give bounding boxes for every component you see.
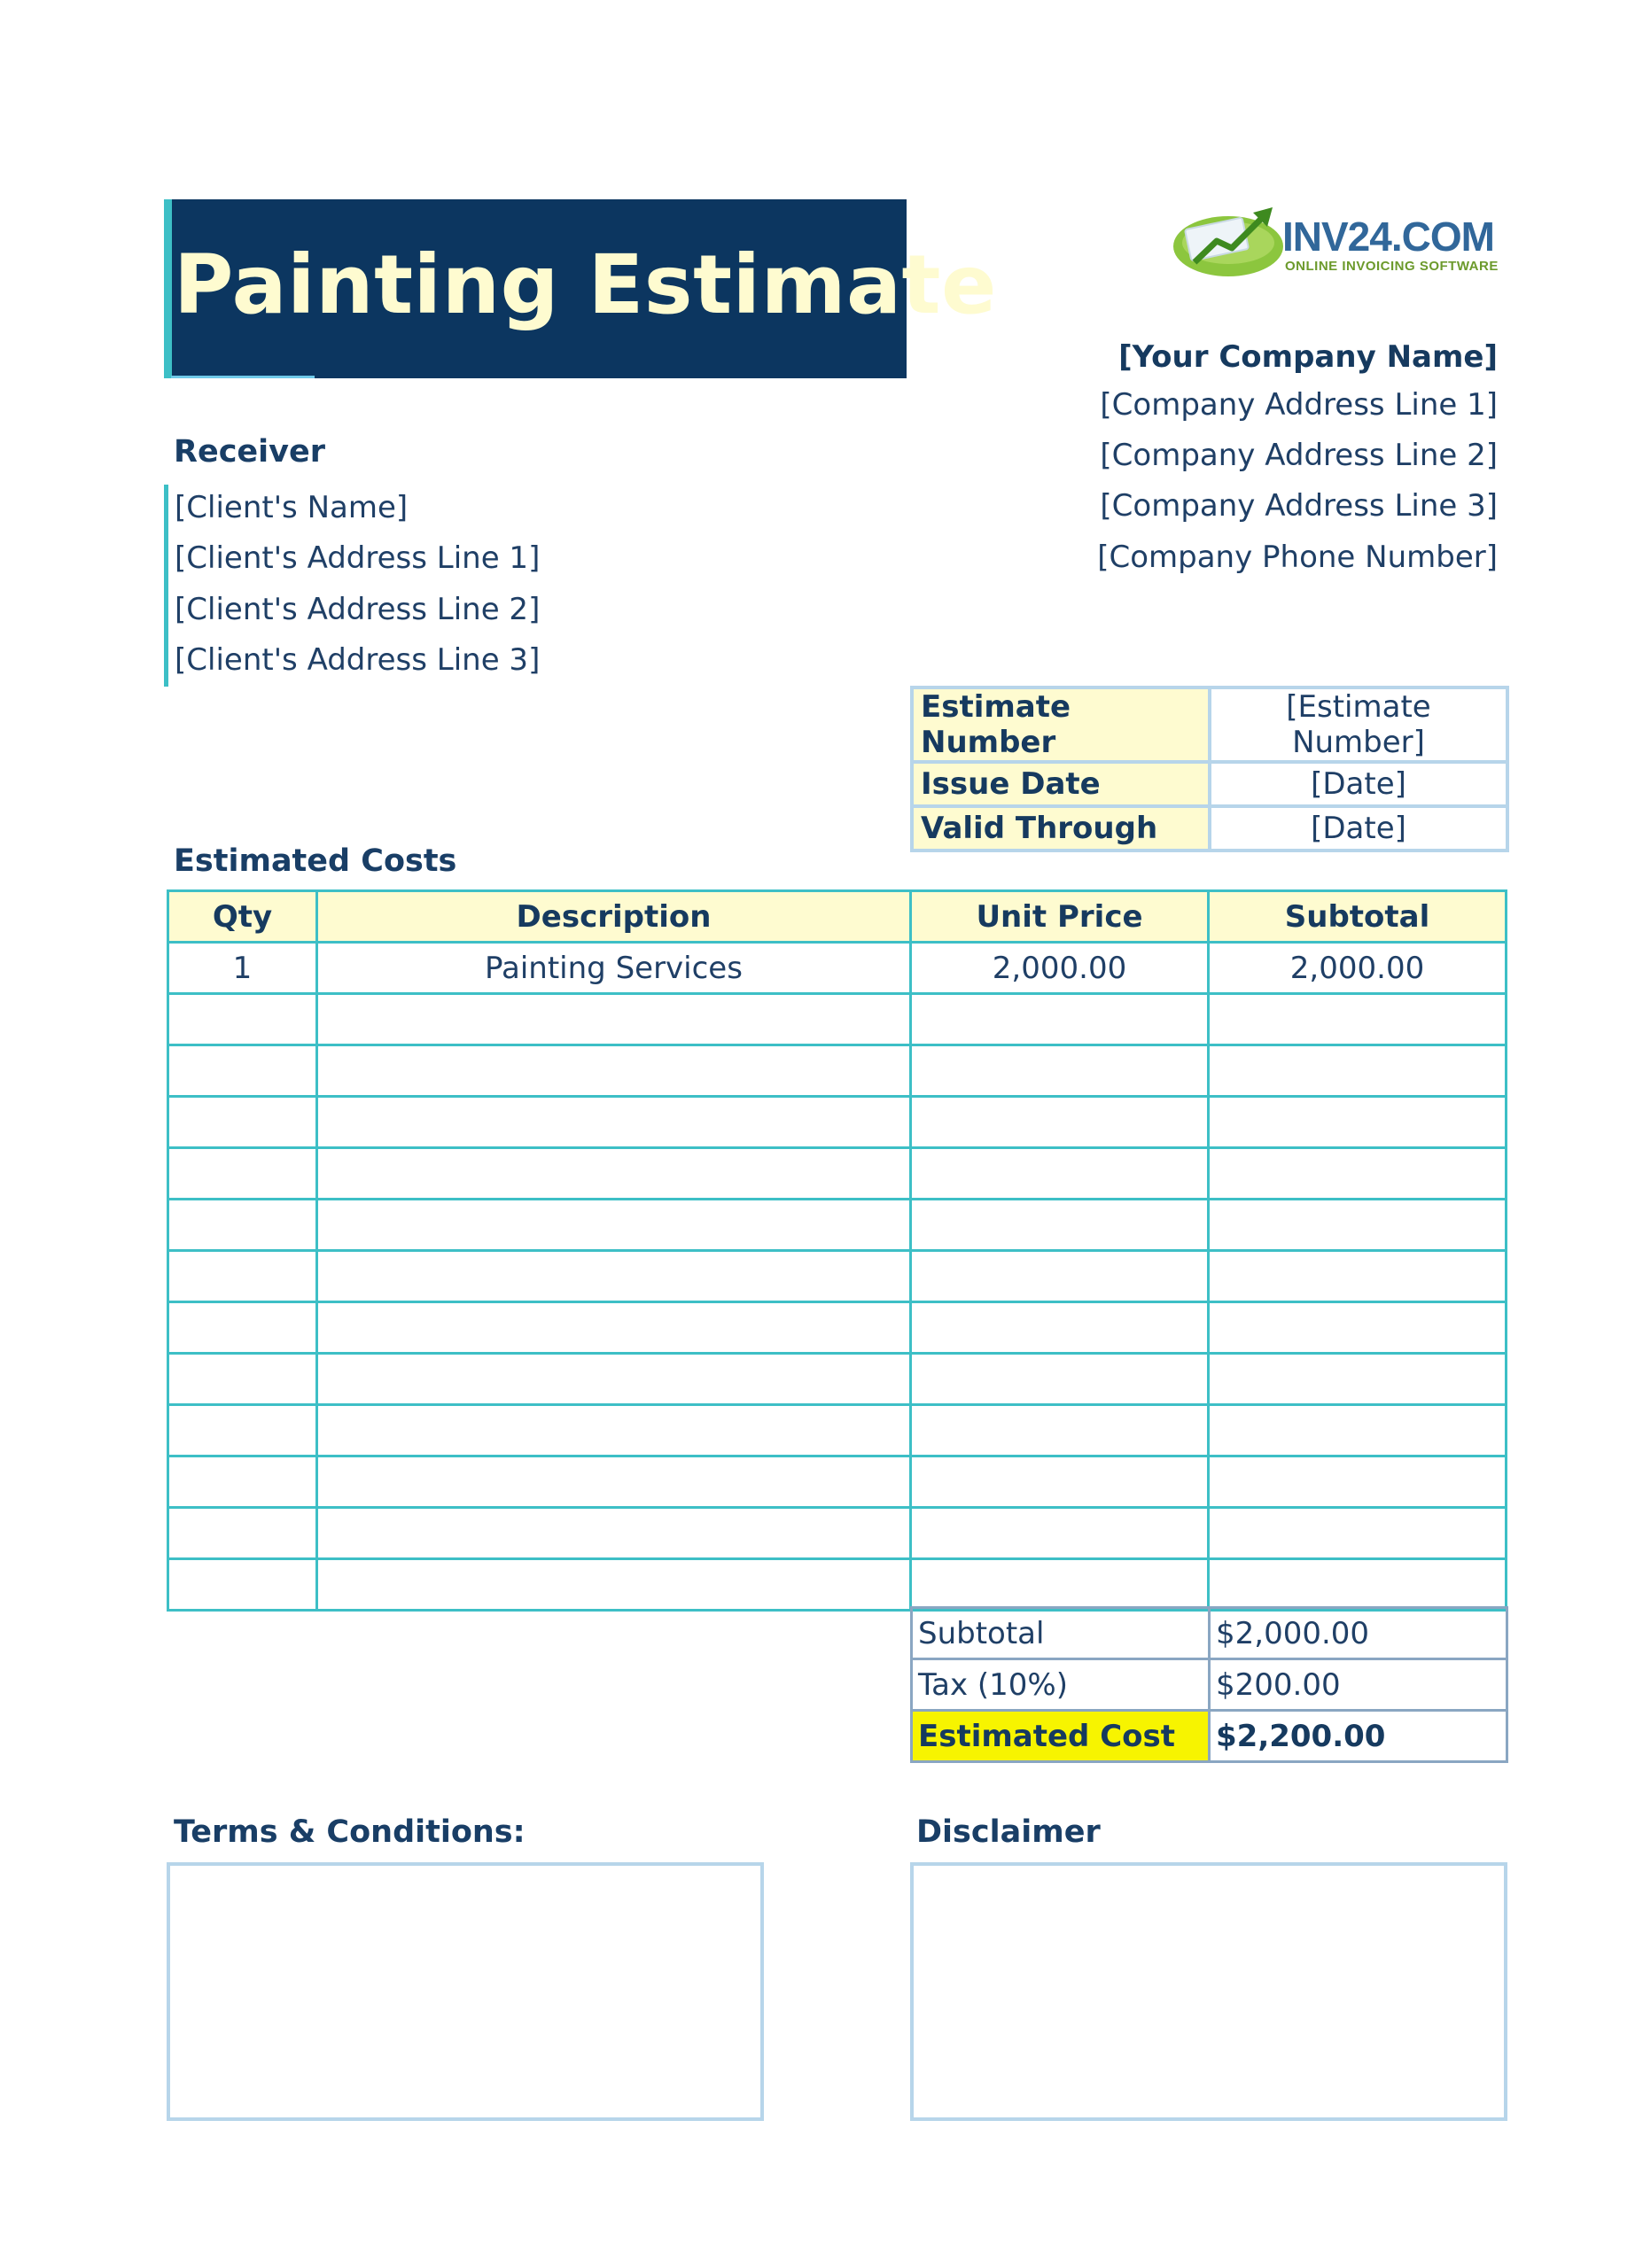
page-title: Painting Estimate [174,237,997,332]
column-header-description: Description [317,891,911,943]
estimate-number-row [912,687,1507,762]
column-header-unit-price: Unit Price [911,891,1209,943]
subtotal-cell[interactable] [1209,1097,1507,1148]
tax-row [912,1659,1507,1711]
valid-through-label: Valid Through [912,806,1210,850]
estimate-number-label: Estimate Number [912,687,1210,762]
qty-cell[interactable] [168,1097,317,1148]
description-cell[interactable] [317,1200,911,1251]
logo-brand: INV24.COM [1282,214,1494,260]
company-address-line-2: [Company Address Line 2] [1100,438,1498,473]
receiver-heading: Receiver [174,434,325,470]
subtotal-cell[interactable] [1209,1354,1507,1405]
table-row [168,1508,1507,1559]
description-cell[interactable] [317,1251,911,1302]
unit-price-cell[interactable] [911,1405,1209,1456]
description-cell[interactable] [317,1148,911,1200]
qty-cell[interactable] [168,1354,317,1405]
estimated-cost-row [912,1711,1507,1762]
subtotal-cell[interactable] [1209,1148,1507,1200]
company-name: [Your Company Name] [1118,339,1498,375]
company-address-line-1: [Company Address Line 1] [1100,387,1498,423]
table-row [168,1251,1507,1302]
subtotal-cell[interactable] [1209,1045,1507,1097]
subtotal-cell[interactable]: 2,000.00 [1209,943,1507,994]
subtotal-cell[interactable] [1209,1251,1507,1302]
terms-textbox[interactable] [167,1862,764,2121]
table-row [168,1148,1507,1200]
unit-price-cell[interactable]: 2,000.00 [911,943,1209,994]
subtotal-cell[interactable] [1209,1405,1507,1456]
disclaimer-heading: Disclaimer [916,1814,1101,1850]
estimated-costs-heading: Estimated Costs [174,843,457,879]
company-address-line-3: [Company Address Line 3] [1100,488,1498,524]
column-header-subtotal: Subtotal [1209,891,1507,943]
qty-cell[interactable] [168,1456,317,1508]
description-cell[interactable] [317,1097,911,1148]
description-cell[interactable] [317,1302,911,1354]
terms-heading: Terms & Conditions: [174,1814,526,1850]
qty-cell[interactable] [168,1508,317,1559]
unit-price-cell[interactable] [911,1508,1209,1559]
unit-price-cell[interactable] [911,1148,1209,1200]
table-row [168,994,1507,1045]
table-row [168,1354,1507,1405]
subtotal-cell[interactable] [1209,1508,1507,1559]
unit-price-cell[interactable] [911,1302,1209,1354]
description-cell[interactable] [317,1456,911,1508]
logo-tagline: ONLINE INVOICING SOFTWARE [1285,259,1499,274]
table-row [168,1405,1507,1456]
receiver-accent-bar [164,485,168,687]
estimate-number-value[interactable]: [Estimate Number] [1210,687,1507,762]
unit-price-cell[interactable] [911,1251,1209,1302]
qty-cell[interactable] [168,1559,317,1611]
tax-value: $200.00 [1210,1659,1507,1711]
client-name: [Client's Name] [175,490,409,525]
subtotal-cell[interactable] [1209,1559,1507,1611]
subtotal-cell[interactable] [1209,994,1507,1045]
unit-price-cell[interactable] [911,1045,1209,1097]
subtotal-label: Subtotal [912,1608,1210,1659]
description-cell[interactable] [317,1559,911,1611]
title-underline [171,376,315,378]
table-row [168,943,1507,994]
disclaimer-textbox[interactable] [910,1862,1507,2121]
estimate-info-table [910,686,1509,852]
estimated-cost-label: Estimated Cost [912,1711,1210,1762]
issue-date-label: Issue Date [912,762,1210,806]
issue-date-value[interactable]: [Date] [1210,762,1507,806]
unit-price-cell[interactable] [911,1200,1209,1251]
unit-price-cell[interactable] [911,1456,1209,1508]
unit-price-cell[interactable] [911,1354,1209,1405]
qty-cell[interactable] [168,1405,317,1456]
description-cell[interactable] [317,994,911,1045]
qty-cell[interactable] [168,1251,317,1302]
estimated-cost-value: $2,200.00 [1210,1711,1507,1762]
client-address-line-3: [Client's Address Line 3] [175,642,541,678]
qty-cell[interactable] [168,1148,317,1200]
client-address-line-1: [Client's Address Line 1] [175,540,541,576]
items-table [167,889,1507,1612]
items-header-row [168,891,1507,943]
unit-price-cell[interactable] [911,1559,1209,1611]
table-row [168,1456,1507,1508]
qty-cell[interactable] [168,1200,317,1251]
table-row [168,1559,1507,1611]
subtotal-cell[interactable] [1209,1200,1507,1251]
valid-through-row [912,806,1507,850]
subtotal-value: $2,000.00 [1210,1608,1507,1659]
qty-cell[interactable] [168,1045,317,1097]
subtotal-cell[interactable] [1209,1456,1507,1508]
table-row [168,1302,1507,1354]
qty-cell[interactable] [168,994,317,1045]
client-address-line-2: [Client's Address Line 2] [175,592,541,627]
subtotal-row [912,1608,1507,1659]
description-cell[interactable] [317,1354,911,1405]
tax-label: Tax (10%) [912,1659,1210,1711]
description-cell[interactable] [317,1405,911,1456]
table-row [168,1045,1507,1097]
unit-price-cell[interactable] [911,1097,1209,1148]
description-cell[interactable] [317,1045,911,1097]
unit-price-cell[interactable] [911,994,1209,1045]
issue-date-row [912,762,1507,806]
description-cell[interactable]: Painting Services [317,943,911,994]
table-row [168,1200,1507,1251]
description-cell[interactable] [317,1508,911,1559]
column-header-qty: Qty [168,891,317,943]
totals-table [910,1606,1508,1763]
table-row [168,1097,1507,1148]
valid-through-value[interactable]: [Date] [1210,806,1507,850]
qty-cell[interactable]: 1 [168,943,317,994]
subtotal-cell[interactable] [1209,1302,1507,1354]
company-phone: [Company Phone Number] [1097,540,1498,575]
qty-cell[interactable] [168,1302,317,1354]
